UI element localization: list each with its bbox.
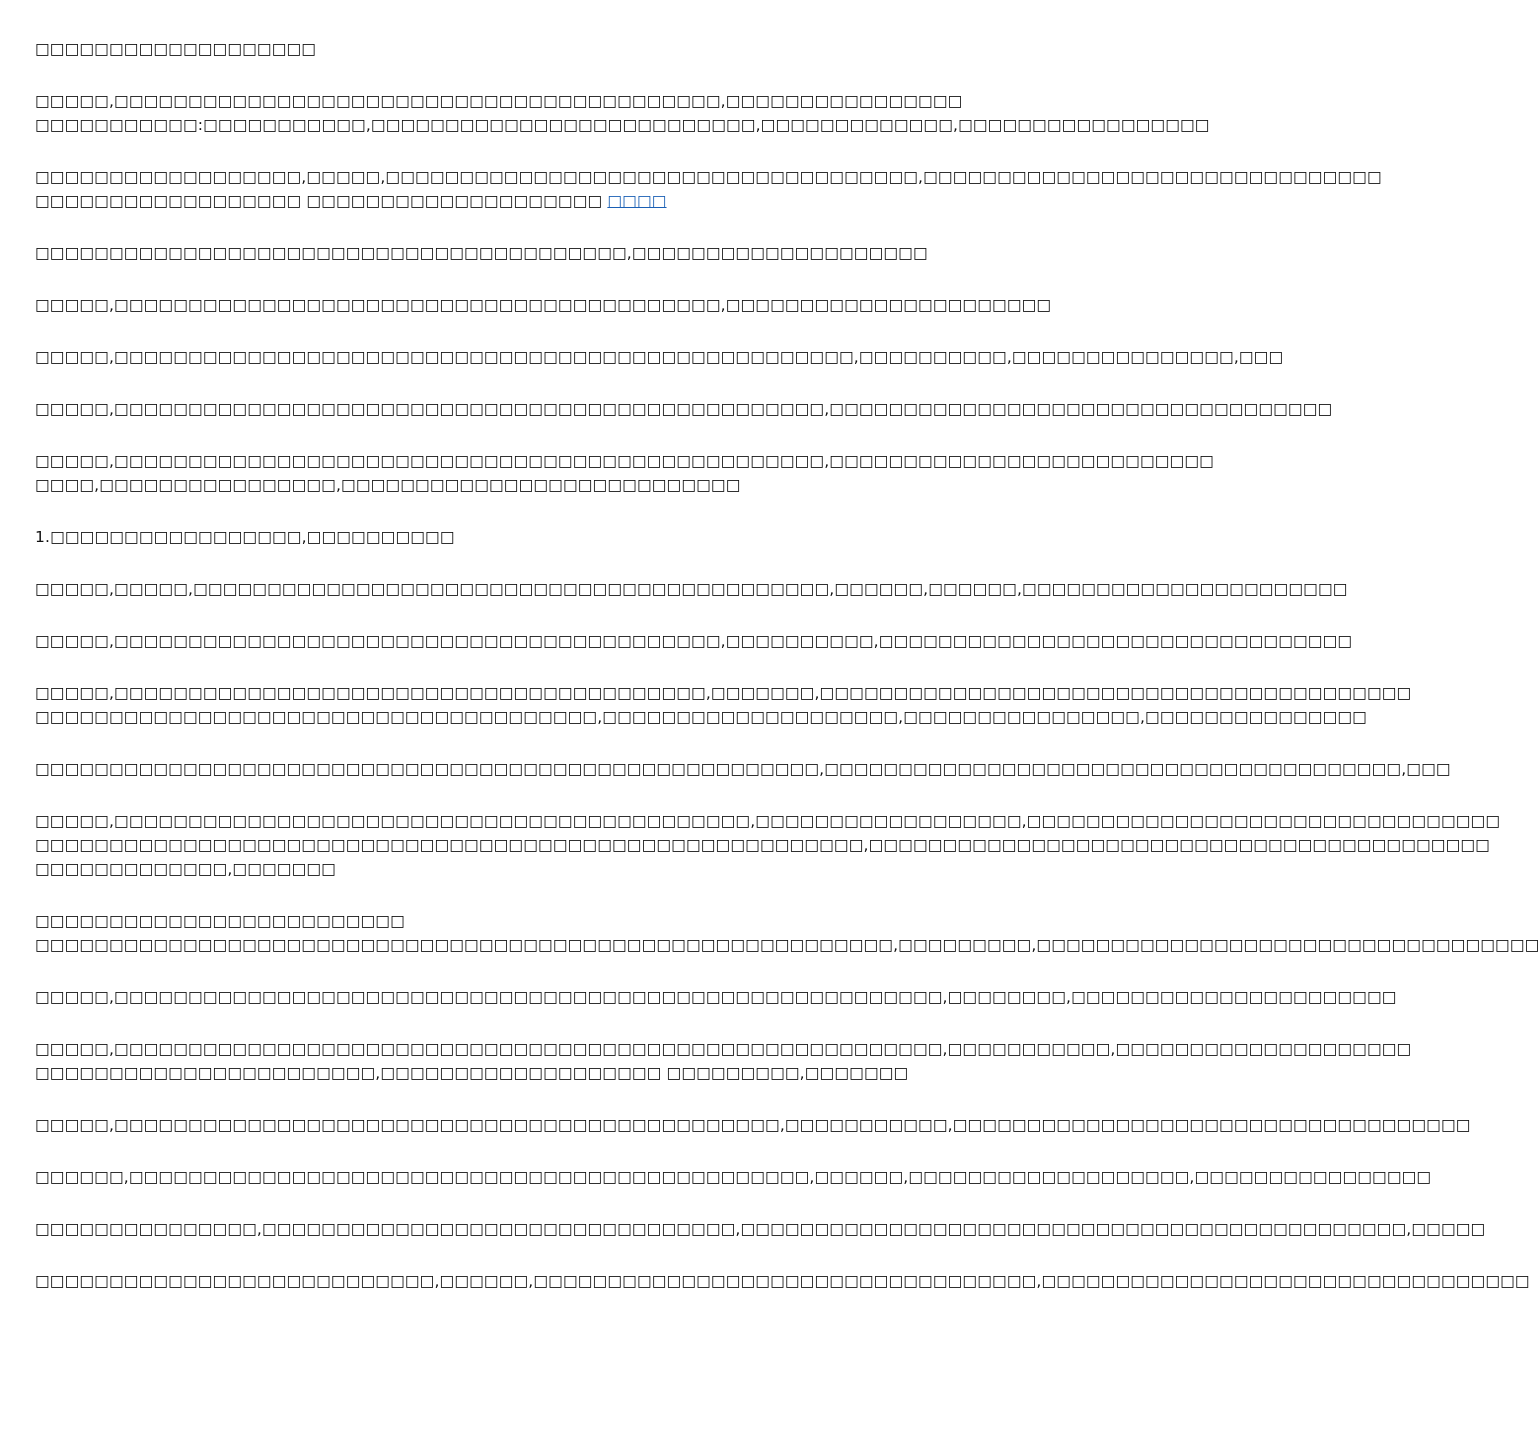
paragraph-line: □□□□□,□□□□□□□□□□□□□□□□□□□□□□□□□□□□□□□□□□□□□□□□□,□□□□□□□□□□□□□□□□	[35, 92, 963, 110]
paragraph-line: □□□□□□□□□□□:□□□□□□□□□□□,□□□□□□□□□□□□□□□□□□□□□□□□□□,□□□□□□□□□□□□□,□□□□□□□□□□□□□□□□□	[35, 116, 1210, 134]
paragraph-line: □□□□□□□□□□□□□□□□□□□□□□□□□□□□□□□□□□□□□□□□□□□□□□□□□□□□□,□□□□□□□□□□□□□□□□□□□□□□□□□□□□□□□□□□□□□□□,□□□	[35, 760, 1451, 778]
paragraph-line: □□□□□,□□□□□□□□□□□□□□□□□□□□□□□□□□□□□□□□□□□□□□□□□□□,□□□□□□□□□□□□□□□□□□,□□□□□□□□□□□□□□□□□□□□□□□□□□□□□□□□	[35, 812, 1501, 830]
paragraph-line: □□□□□,□□□□□□□□□□□□□□□□□□□□□□□□□□□□□□□□□□□□□□□□□□□□□□□□,□□□□□□□□□□□□□□□□□□□□□□□□□□	[35, 452, 1214, 470]
paragraph-line: □□□□□,□□□□□□□□□□□□□□□□□□□□□□□□□□□□□□□□□□□□□□□□,□□□□□□□,□□□□□□□□□□□□□□□□□□□□□□□□□□□□□□□□□□□□□□□□	[35, 684, 1412, 702]
paragraph-title: □□□□□□□□□□□□□□□□□□□	[35, 40, 317, 58]
paragraph-line: □□□□□□□□□□□□□□□□□□□□□□□□□□□□□□□□□□□□□□□□□□□□□□□□□□□□□□□□□□,□□□□□□□□□,□□□□□□□□□□□□□□□□□□□□□□□□□□□□□□□□□□	[35, 936, 1539, 954]
section-heading: □□□□□□□□□□□□□□□□□□□□□□□□□	[35, 912, 405, 930]
paragraph-line: □□□□□,□□□□□□□□□□□□□□□□□□□□□□□□□□□□□□□□□□□□□□□□□□□□□□□□□□□□□□□□,□□□□□□□□□□□,□□□□□□□□□□□□□□□□□□□□	[35, 1040, 1412, 1058]
paragraph-line: □□□□□□□□□□□□□,□□□□□□□	[35, 860, 336, 878]
paragraph-line: □□□□□□,□□□□□□□□□□□□□□□□□□□□□□□□□□□□□□□□□□□□□□□□□□□□□□,□□□□□□,□□□□□□□□□□□□□□□□□□□,□□□□□□□□□□□□□□□□	[35, 1168, 1432, 1186]
paragraph-line: □□□□□,□□□□□□□□□□□□□□□□□□□□□□□□□□□□□□□□□□□□□□□□□□□□□□□□,□□□□□□□□□□□□□□□□□□□□□□□□□□□□□□□□□□	[35, 400, 1333, 418]
section-heading: 1.□□□□□□□□□□□□□□□□□,□□□□□□□□□□	[35, 528, 455, 546]
paragraph-line: □□□□□□□□□□□□□□□□□□□□□□□□□□□□□□□□□□□□□□,□□□□□□□□□□□□□□□□□□□□,□□□□□□□□□□□□□□□□,□□□□□□□□□□□□□□□	[35, 708, 1367, 726]
paragraph-line: □□□□□□□□□□□□□□□□□□□□□□□,□□□□□□□□□□□□□□□□□□□ □□□□□□□□□,□□□□□□□	[35, 1064, 909, 1082]
paragraph-line: □□□□□□□□□□□□□□□□□□□□□□□□□□□,□□□□□□,□□□□□□□□□□□□□□□□□□□□□□□□□□□□□□□□□□,□□□□□□□□□□□□□□□□□□□□□□□□□□□□□□□□□	[35, 1272, 1530, 1290]
inline-link[interactable]: □□□□	[607, 192, 667, 210]
paragraph-line: □□□□□,□□□□□□□□□□□□□□□□□□□□□□□□□□□□□□□□□□□□□□□□□,□□□□□□□□□□□□□□□□□□□□□□	[35, 296, 1052, 314]
paragraph-line: □□□□□,□□□□□□□□□□□□□□□□□□□□□□□□□□□□□□□□□□□□□□□□□□□□□□□□□□□□□□□□,□□□□□□□□,□□□□□□□□□□□□□□□□□□□□□□	[35, 988, 1397, 1006]
paragraph-line: □□□□,□□□□□□□□□□□□□□□□,□□□□□□□□□□□□□□□□□□□□□□□□□□□	[35, 476, 741, 494]
paragraph-line: □□□□□□□□□□□□□□□□□□□□□□□□□□□□□□□□□□□□□□□□,□□□□□□□□□□□□□□□□□□□□	[35, 244, 928, 262]
document-body	[35, 37, 1539, 1293]
paragraph-line: □□□□□,□□□□□□□□□□□□□□□□□□□□□□□□□□□□□□□□□□□□□□□□□□□□□□□□□□,□□□□□□□□□□,□□□□□□□□□□□□□□□,□□□	[35, 348, 1284, 366]
paragraph-line: □□□□□□□□□□□□□□□,□□□□□□□□□□□□□□□□□□□□□□□□□□□□□□□□,□□□□□□□□□□□□□□□□□□□□□□□□□□□□□□□□□□□□□□□□□□□□□,□□□□□	[35, 1220, 1486, 1238]
paragraph-line	[35, 189, 990, 213]
paragraph-line: □□□□□□□□□□□□□□□□□□,□□□□□,□□□□□□□□□□□□□□□□□□□□□□□□□□□□□□□□□□□□,□□□□□□□□□□□□□□□□□□□□□□□□□□□□□□□	[35, 168, 1382, 186]
paragraph-line: □□□□□□□□□□□□□□□□□□□□□□□□□□□□□□□□□□□□□□□□□□□□□□□□□□□□□□□□,□□□□□□□□□□□□□□□□□□□□□□□□□□□□□□□□□□□□□□□□□□	[35, 836, 1490, 854]
paragraph-text: □□□□□□□□□□□□□□□□□□ □□□□□□□□□□□□□□□□□□□□	[35, 192, 608, 210]
paragraph-line: □□□□□,□□□□□□□□□□□□□□□□□□□□□□□□□□□□□□□□□□□□□□□□□□□□□,□□□□□□□□□□□,□□□□□□□□□□□□□□□□□□□□□□□□□□□□□□□□□□□	[35, 1116, 1471, 1134]
paragraph-line: □□□□□,□□□□□,□□□□□□□□□□□□□□□□□□□□□□□□□□□□□□□□□□□□□□□□□□□,□□□□□□,□□□□□□,□□□□□□□□□□□□□□□□□□□□□□	[35, 580, 1348, 598]
paragraph-line: □□□□□,□□□□□□□□□□□□□□□□□□□□□□□□□□□□□□□□□□□□□□□□□,□□□□□□□□□□,□□□□□□□□□□□□□□□□□□□□□□□□□□□□□□□□	[35, 632, 1353, 650]
